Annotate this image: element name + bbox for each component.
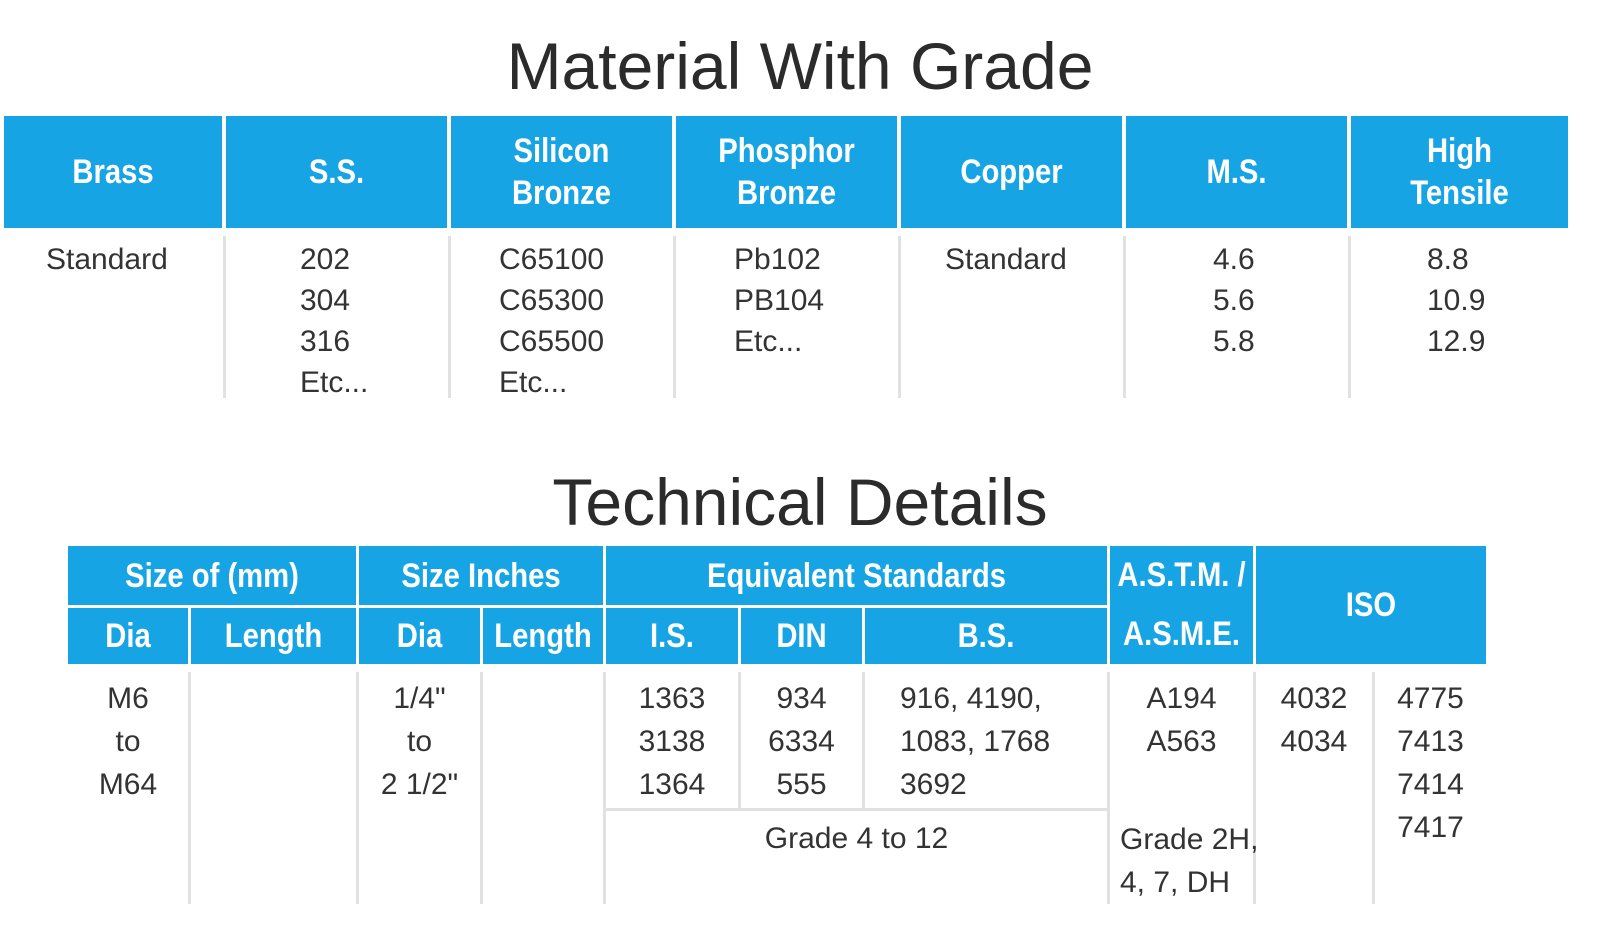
value-bs: 916, 4190, 1083, 1768 3692 (900, 682, 1051, 801)
value-is: 1363 3138 1364 (638, 682, 706, 801)
header-copper: Copper (960, 153, 1063, 191)
value-silicon-bronze: C65100 C65300 C65500 Etc... (499, 243, 605, 399)
header-phosphor-bronze: Phosphor Bronze (718, 132, 855, 212)
value-mm-dia: M6 to M64 (98, 682, 158, 801)
subheader-in-length: Length (494, 617, 592, 655)
value-iso-col2: 4775 7413 7414 7417 (1397, 682, 1464, 844)
value-ss: 202 304 316 Etc... (300, 243, 369, 399)
subheader-mm-length: Length (224, 617, 323, 655)
header-iso: ISO (1345, 586, 1397, 624)
subheader-din: DIN (776, 617, 827, 655)
header-brass: Brass (72, 153, 154, 191)
value-copper: Standard (945, 243, 1067, 276)
value-iso-col1: 4032 4034 (1280, 682, 1348, 758)
material-section-title: Material With Grade (506, 29, 1094, 103)
header-size-inches: Size Inches (401, 556, 561, 595)
value-grade: Grade 4 to 12 (764, 822, 949, 855)
value-high-tensile: 8.8 10.9 12.9 (1427, 243, 1486, 358)
value-astm-grade: Grade 2H, 4, 7, DH (1120, 823, 1259, 899)
subheader-mm-dia: Dia (105, 617, 151, 655)
value-phosphor-bronze: Pb102 PB104 Etc... (734, 243, 825, 358)
technical-section-title: Technical Details (552, 465, 1048, 539)
header-astm-asme: A.S.T.M. / A.S.M.E. (1117, 556, 1246, 653)
subheader-is: I.S. (650, 617, 694, 655)
value-astm: A194 A563 (1146, 682, 1217, 758)
value-brass: Standard (46, 243, 168, 276)
header-high-tensile: High Tensile (1410, 132, 1509, 212)
value-ms: 4.6 5.6 5.8 (1213, 243, 1255, 358)
subheader-in-dia: Dia (396, 617, 443, 655)
header-size-mm: Size of (mm) (125, 556, 299, 595)
header-equivalent-standards: Equivalent Standards (707, 556, 1006, 595)
value-din: 934 6334 555 (768, 682, 835, 801)
header-silicon-bronze: Silicon Bronze (511, 132, 612, 212)
value-in-dia: 1/4" to 2 1/2" (380, 682, 459, 801)
header-ms: M.S. (1206, 153, 1267, 191)
header-ss: S.S. (308, 153, 365, 191)
subheader-bs: B.S. (957, 617, 1015, 655)
